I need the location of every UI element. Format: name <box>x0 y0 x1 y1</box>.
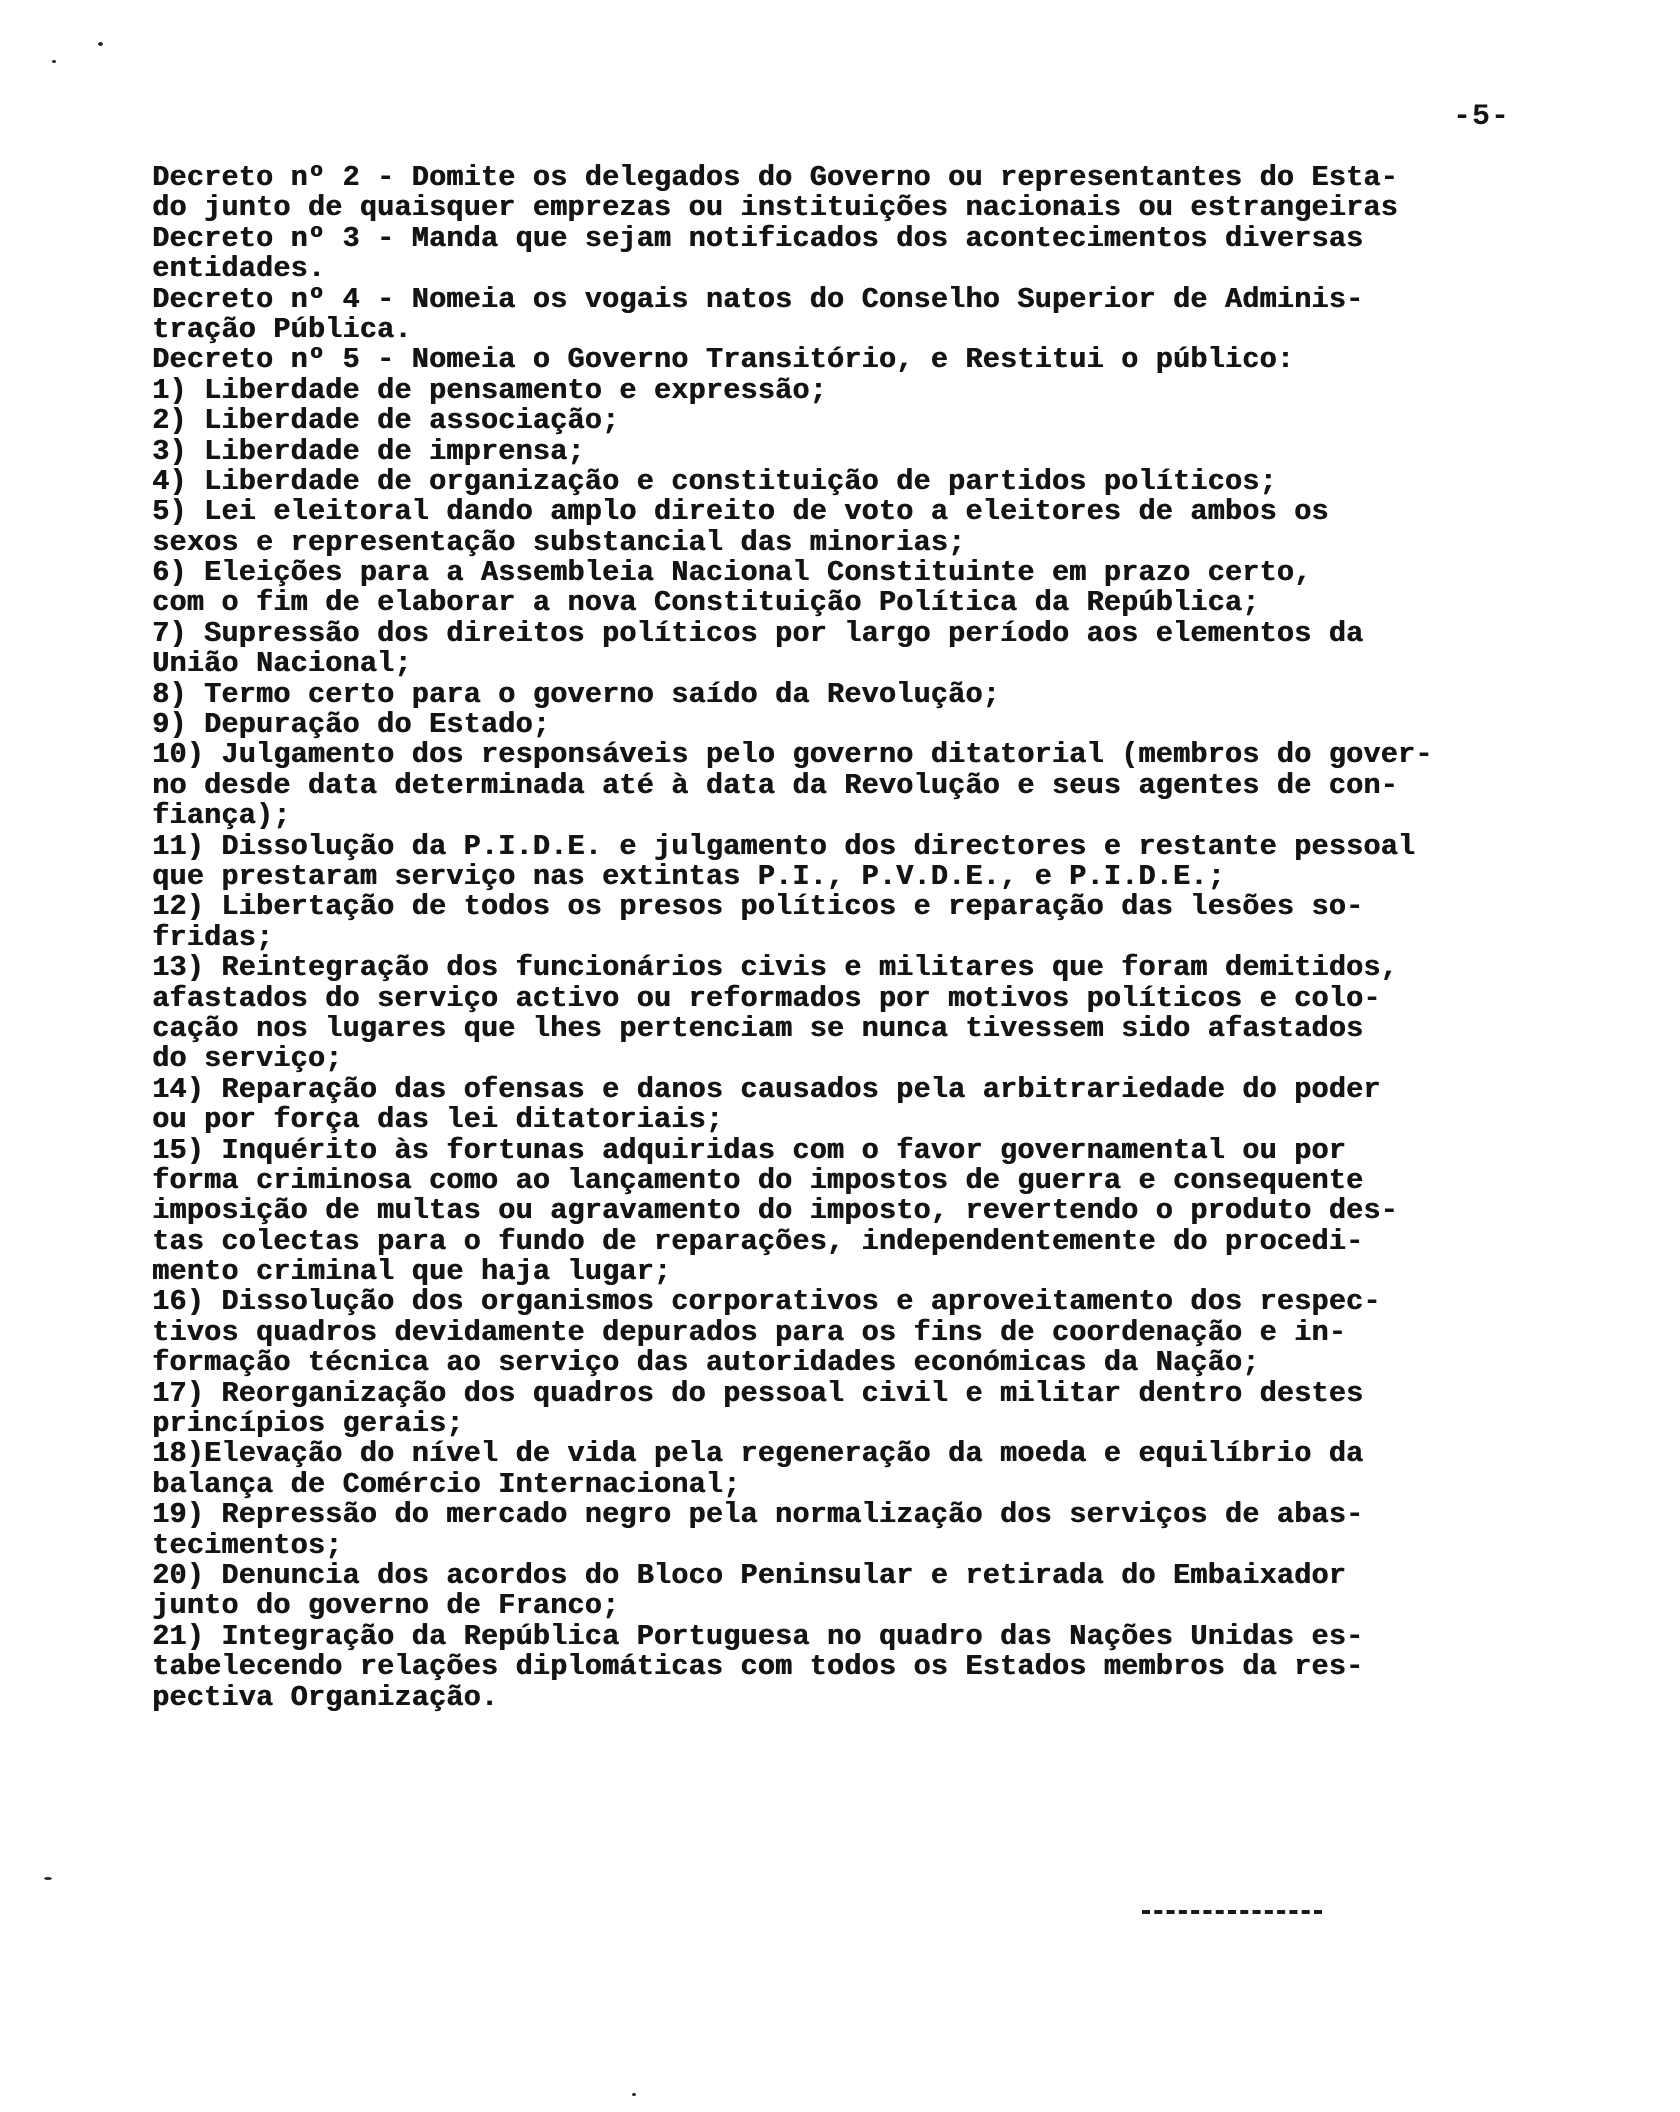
text-line: tabelecendo relações diplomáticas com todos os Estados membros da res- <box>152 1650 1364 1684</box>
text-line: imposição de multas ou agravamento do imposto, revertendo o produto des- <box>152 1194 1398 1228</box>
text-line: 1) Liberdade de pensamento e expressão; <box>152 373 827 407</box>
scan-speck <box>98 42 103 46</box>
text-line: entidades. <box>152 252 326 286</box>
text-line: que prestaram serviço nas extintas P.I., P.V.D.E., e P.I.D.E.; <box>152 859 1225 893</box>
page-number: -5- <box>1452 100 1510 134</box>
text-line: no desde data determinada até à data da Revolução e seus agentes de con- <box>152 768 1398 802</box>
text-line: 3) Liberdade de imprensa; <box>152 434 585 468</box>
text-line: Decreto nº 4 - Nomeia os vogais natos do Conselho Superior de Adminis- <box>152 282 1364 316</box>
text-line: cação nos lugares que lhes pertenciam se nunca tivessem sido afastados <box>152 1011 1364 1045</box>
text-line: junto do governo de Franco; <box>152 1589 620 1623</box>
text-line: formação técnica ao serviço das autoridades económicas da Nação; <box>152 1346 1260 1380</box>
text-line: 7) Supressão dos direitos políticos por largo período aos elementos da <box>152 616 1364 650</box>
text-line: tivos quadros devidamente depurados para os fins de coordenação e in- <box>152 1315 1346 1349</box>
text-line: princípios gerais; <box>152 1407 464 1441</box>
text-line: 10) Julgamento dos responsáveis pelo governo ditatorial (membros do gover- <box>152 738 1433 772</box>
text-line: 11) Dissolução da P.I.D.E. e julgamento dos directores e restante pessoal <box>152 829 1416 863</box>
text-line: 18)Elevação do nível de vida pela regeneração da moeda e equilíbrio da <box>152 1437 1364 1471</box>
text-line: fridas; <box>152 920 274 954</box>
text-line: tas colectas para o fundo de reparações, independentemente do procedi- <box>152 1224 1364 1258</box>
scan-speck <box>44 1877 52 1880</box>
text-line: tecimentos; <box>152 1528 343 1562</box>
text-line: 17) Reorganização dos quadros do pessoal civil e militar dentro destes <box>152 1376 1364 1410</box>
text-line: Decreto nº 2 - Domite os delegados do Governo ou representantes do Esta- <box>152 161 1398 194</box>
text-line: 9) Depuração do Estado; <box>152 708 550 742</box>
text-line: 6) Eleições para a Assembleia Nacional Constituinte em prazo certo, <box>152 556 1312 590</box>
text-line: 8) Termo certo para o governo saído da Revolução; <box>152 677 1000 711</box>
text-line: do junto de quaisquer emprezas ou instituições nacionais ou estrangeiras <box>152 191 1398 225</box>
text-line: 19) Repressão do mercado negro pela normalização dos serviços de abas- <box>152 1498 1364 1532</box>
text-line: 5) Lei eleitoral dando amplo direito de voto a eleitores de ambos os <box>152 495 1329 529</box>
text-line: Decreto nº 3 - Manda que sejam notificados dos acontecimentos diversas <box>152 221 1364 255</box>
text-line: 21) Integração da República Portuguesa no quadro das Nações Unidas es- <box>152 1619 1364 1653</box>
text-line: 12) Libertação de todos os presos políticos e reparação das lesões so- <box>152 890 1364 924</box>
scan-speck <box>52 60 56 63</box>
text-line: do serviço; <box>152 1042 343 1076</box>
text-line: balança de Comércio Internacional; <box>152 1467 741 1501</box>
text-line: 2) Liberdade de associação; <box>152 404 620 438</box>
text-line: pectiva Organização. <box>152 1680 499 1714</box>
text-line: 14) Reparação das ofensas e danos causados pela arbitrariedade do poder <box>152 1072 1381 1106</box>
text-line: 20) Denuncia dos acordos do Bloco Peninsular e retirada do Embaixador <box>152 1558 1346 1592</box>
text-line: 15) Inquérito às fortunas adquiridas com o favor governamental ou por <box>152 1133 1346 1167</box>
text-line: 16) Dissolução dos organismos corporativos e aproveitamento dos respec- <box>152 1285 1381 1319</box>
scan-speck <box>632 2093 636 2096</box>
text-line: com o fim de elaborar a nova Constituição Política da República; <box>152 586 1260 620</box>
text-line: tração Pública. <box>152 312 412 346</box>
text-line: sexos e representação substancial das minorias; <box>152 525 966 559</box>
text-line: ou por força das lei ditatoriais; <box>152 1103 723 1137</box>
text-line: afastados do serviço activo ou reformados por motivos políticos e colo- <box>152 981 1381 1015</box>
text-line: União Nacional; <box>152 647 412 681</box>
text-line: 13) Reintegração dos funcionários civis e militares que foram demitidos, <box>152 951 1398 985</box>
text-line: 4) Liberdade de organização e constituição de partidos políticos; <box>152 464 1277 498</box>
text-line: forma criminosa como ao lançamento do impostos de guerra e consequente <box>152 1163 1364 1197</box>
end-rule <box>1142 1910 1322 1914</box>
text-line: fiança); <box>152 799 291 833</box>
text-line: Decreto nº 5 - Nomeia o Governo Transitório, e Restitui o público: <box>152 343 1294 377</box>
document-body <box>152 163 1612 1713</box>
text-line: mento criminal que haja lugar; <box>152 1255 672 1289</box>
